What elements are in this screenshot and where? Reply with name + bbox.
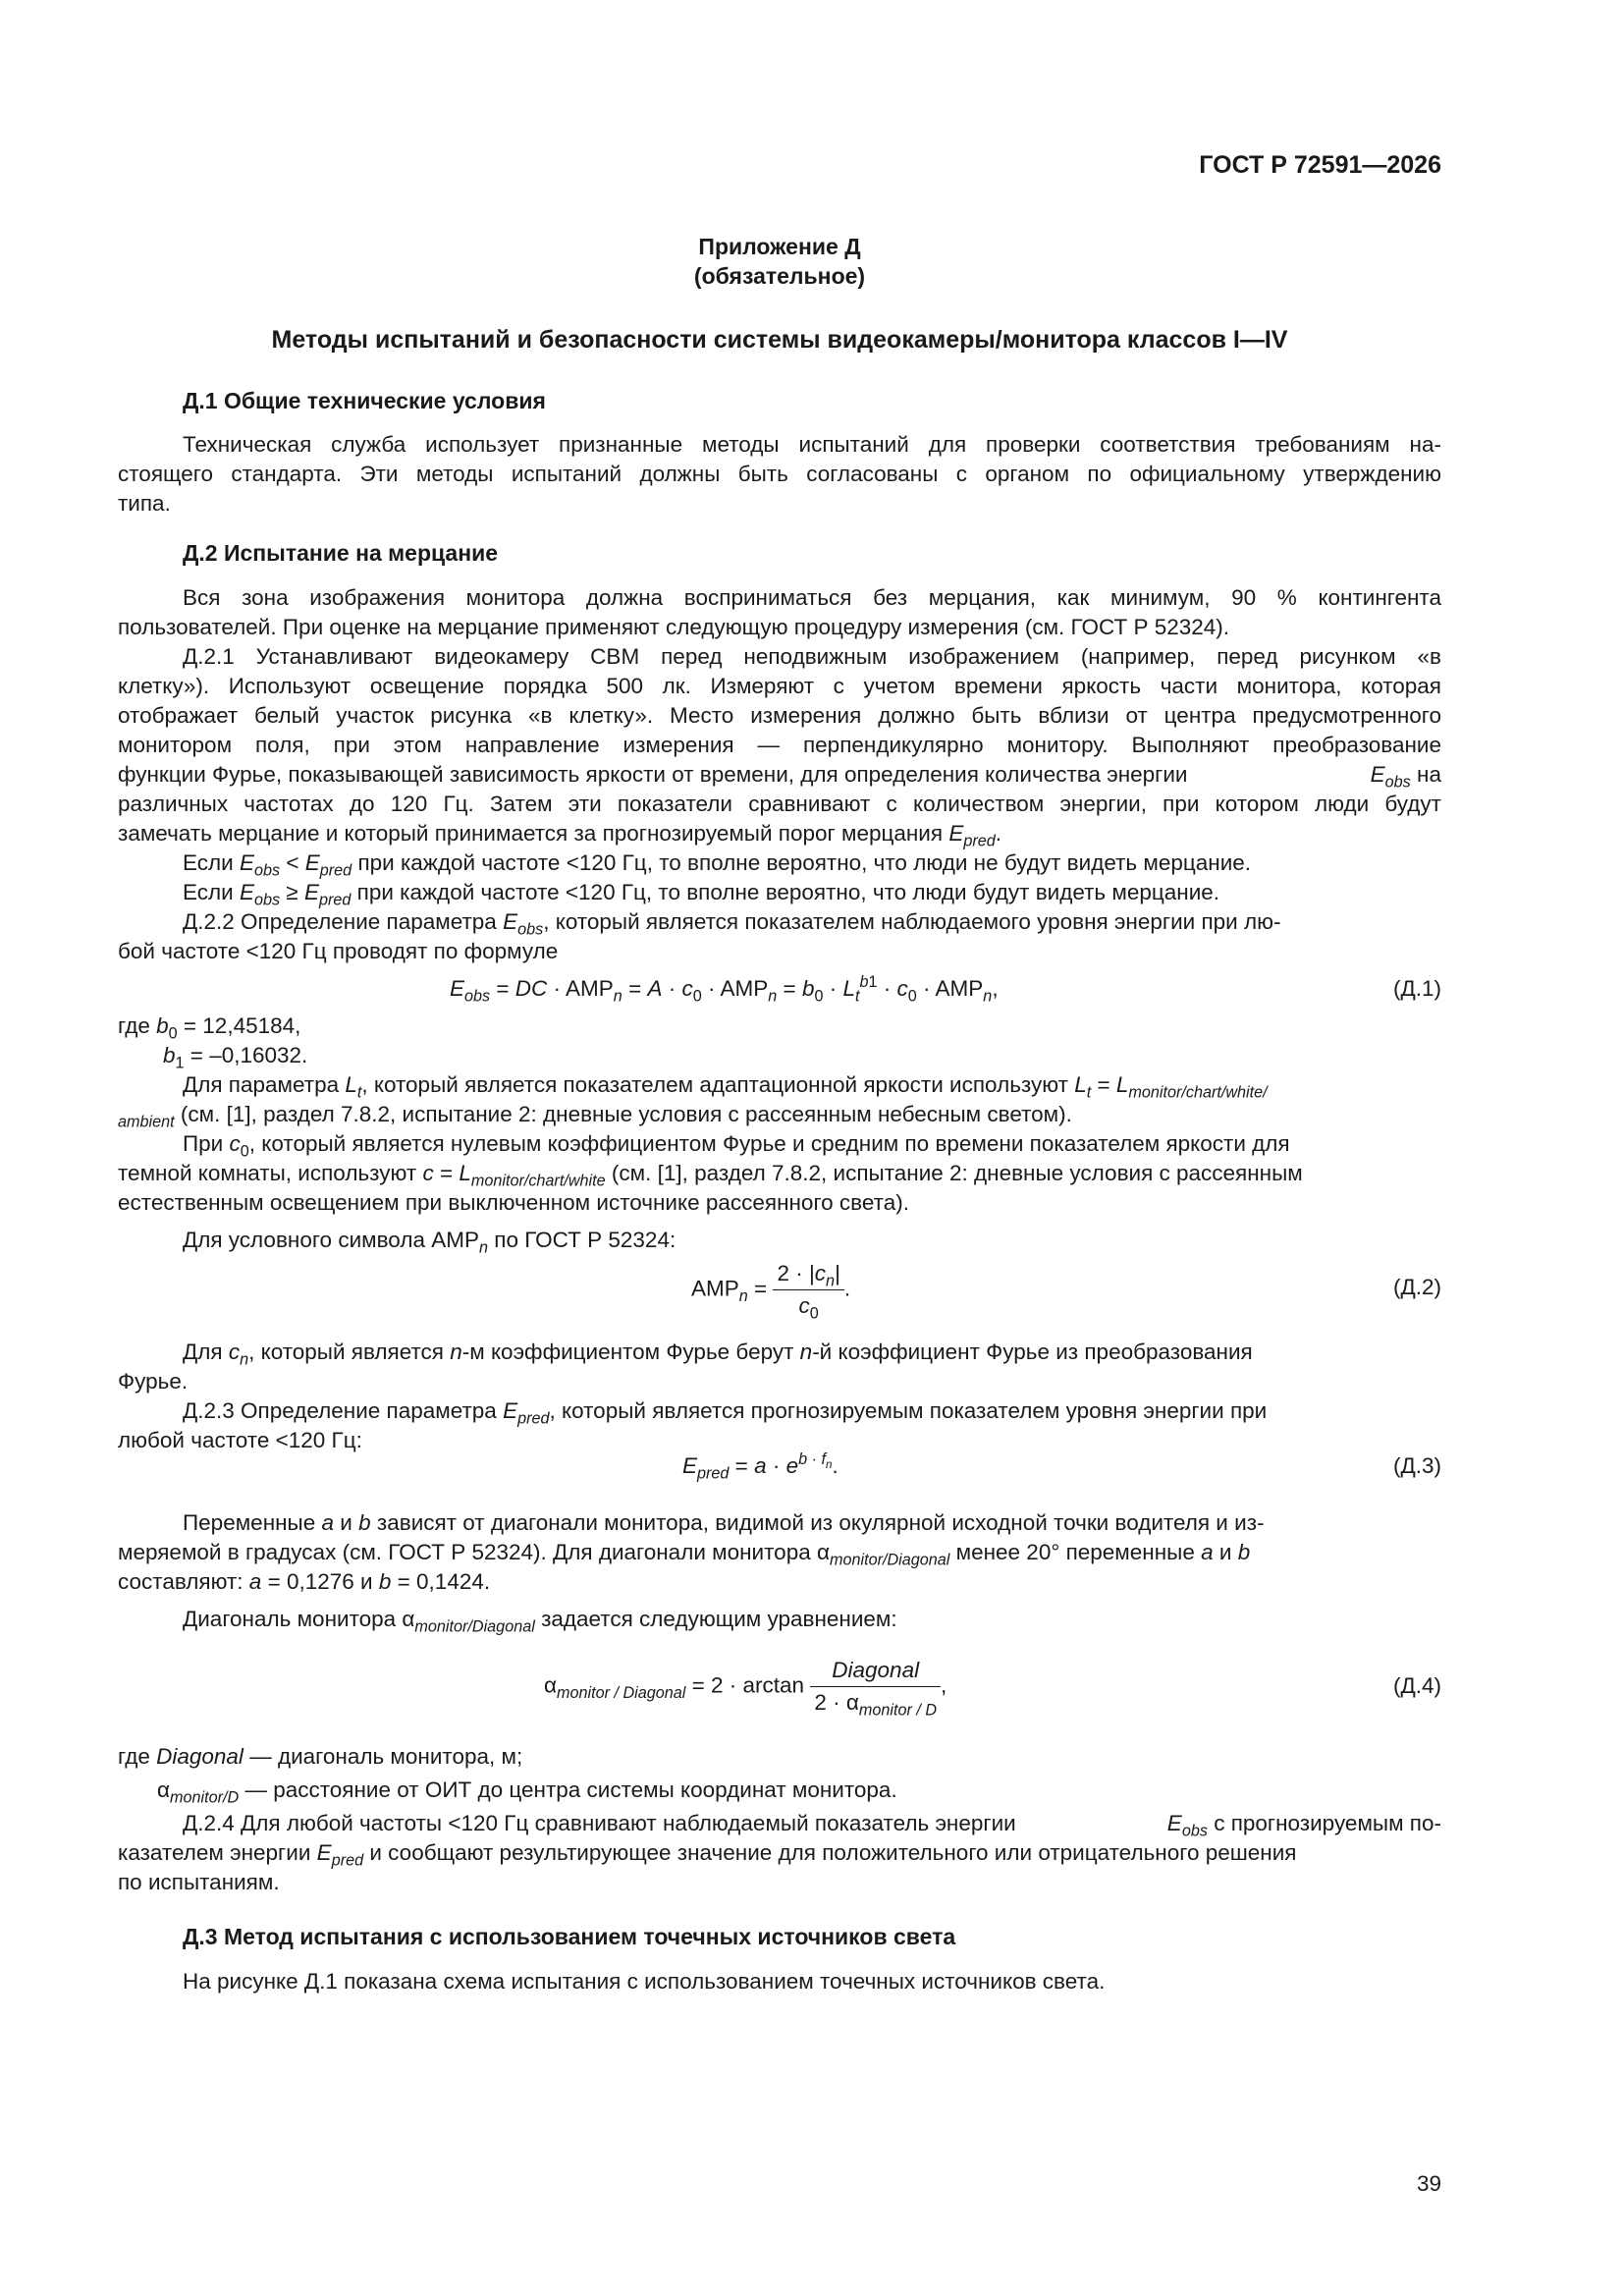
paragraph-d21: Д.2.1 Устанавливают видеокамеру СВМ перед неподвижным изображением (например, перед рисунком «в клетку»). Используют освещение порядка 500 лк. Измеряют с учетом времени яркость части монитора, которая отображает белый участок рисунка «в клетку». Место измерения должно быть вблизи от центра предусмотренного монитором поля, при этом направление измерения — перпендикулярно монитору. Выполняют преобразование: [118, 644, 1441, 757]
paragraph-ab-line1: Переменные a и b зависят от диагонали монитора, видимой из окулярной исходной точки водителя и из-: [183, 1510, 1265, 1535]
where-diagonal: где Diagonal — диагональ монитора, м;: [118, 1744, 523, 1769]
paragraph-cn-line2: Фурье.: [118, 1369, 189, 1394]
where-b0: где $b_0 = 12,45184$,: [118, 1013, 301, 1043]
appendix-title: Методы испытаний и безопасности системы видеокамеры/монитора классов I—IV: [271, 326, 1288, 354]
paragraph-lt-line1: Для параметра $L_t$, который является показателем адаптационной яркости используют $L_t = L_{monitor/chart/white/}$: [183, 1072, 1268, 1102]
equation-number-d4: (Д.4): [1393, 1673, 1441, 1698]
where-alpha-monitor-d: $\alpha_{monitor/D}$ — расстояние от ОИТ до центра системы координат монитора.: [157, 1777, 897, 1807]
equation-number-d3: (Д.3): [1393, 1453, 1441, 1478]
paragraph-c0-line1: При $c_0$, который является нулевым коэффициентом Фурье и средним по времени показателем яркости для: [183, 1131, 1290, 1161]
paragraph-d3: На рисунке Д.1 показана схема испытания с использованием точечных источников света.: [183, 1969, 1106, 1994]
document-header-id: ГОСТ Р 72591—2026: [1199, 151, 1441, 179]
section-heading-d2: Д.2 Испытание на мерцание: [183, 540, 499, 566]
section-heading-d1: Д.1 Общие технические условия: [183, 388, 546, 413]
paragraph-d21-line5: функции Фурье, показывающей зависимость яркости от времени, для определения количества энергии $E_{obs}$ на: [118, 762, 1441, 792]
paragraph-diagonal: Диагональ монитора $\alpha_{monitor/Diagonal}$ задается следующим уравнением:: [183, 1607, 897, 1636]
paragraph-d22-line1: Д.2.2 Определение параметра $E_{obs}$, который является показателем наблюдаемого уровня энергии при лю-: [183, 909, 1281, 939]
paragraph-d23-line1: Д.2.3 Определение параметра $E_{pred}$, который является прогнозируемым показателем уровня энергии при: [183, 1398, 1268, 1428]
paragraph-d24-line1: Д.2.4 Для любой частоты <120 Гц сравнивают наблюдаемый показатель энергии $E_{obs}$ с прогнозируемым по-: [183, 1811, 1441, 1840]
paragraph-cn-line1: Для $c_n$, который является n-м коэффициентом Фурье берут n-й коэффициент Фурье из преобразования: [183, 1339, 1253, 1369]
page-number: 39: [1416, 2171, 1441, 2196]
paragraph-d2-intro: Вся зона изображения монитора должна восприниматься без мерцания, как минимум, 90 % контингента пользователей. При оценке на мерцание применяют следующую процедуру измерения (см. ГОСТ Р 52324).: [118, 585, 1441, 639]
paragraph-d24-line2: казателем энергии $E_{pred}$ и сообщают результирующее значение для положительного или отрицательного решения: [118, 1840, 1297, 1870]
paragraph-d22-line2: бой частоте <120 Гц проводят по формуле: [118, 939, 559, 963]
equation-d2: $AMP_n$ = $\frac{2 \cdot |c_n|}{c_0}$ .: [691, 1261, 851, 1323]
condition-no-flicker: Если $E_{obs} < E_{pred}$ при каждой частоте <120 Гц, то вполне вероятно, что люди не будут видеть мерцание.: [183, 850, 1252, 880]
equation-number-d1: (Д.1): [1393, 976, 1441, 1001]
appendix-status: (обязательное): [693, 263, 866, 289]
paragraph-d21-line6: различных частотах до 120 Гц. Затем эти показатели сравнивают с количеством энергии, при котором люди будут: [118, 792, 1441, 816]
appendix-label: Приложение Д: [698, 234, 861, 259]
section-heading-d3: Д.3 Метод испытания с использованием точечных источников света: [183, 1924, 956, 1949]
paragraph-d24-line3: по испытаниям.: [118, 1870, 280, 1894]
paragraph-d1: Техническая служба использует признанные методы испытаний для проверки соответствия требованиям на- стоящего стандарта. Эти методы испытаний должны быть согласованы с органом по официальному утверждению типа.: [118, 432, 1441, 516]
paragraph-ab-line2: меряемой в градусах (см. ГОСТ Р 52324). Для диагонали монитора $\alpha_{monitor/Diagonal}$ менее 20° переменные a и b: [118, 1540, 1251, 1569]
paragraph-d21-line7: замечать мерцание и который принимается за прогнозируемый порог мерцания $E_{pred}$.: [118, 821, 1002, 850]
paragraph-d23-line2: любой частоте <120 Гц:: [118, 1428, 362, 1452]
equation-d3: $E_{pred} = a \cdot e^{b \cdot f_n}$.: [682, 1450, 839, 1483]
paragraph-c0-line2: темной комнаты, используют $c = L_{monitor/chart/white}$ (см. [1], раздел 7.8.2, испытание 2: дневные условия с рассеянным: [118, 1161, 1303, 1190]
paragraph-lt-line2: $_{ambient}$ (см. [1], раздел 7.8.2, испытание 2: дневные условия с рассеянным небесным светом).: [118, 1102, 1072, 1131]
condition-flicker: Если $E_{obs} \ge E_{pred}$ при каждой частоте <120 Гц, то вполне вероятно, что люди будут видеть мерцание.: [183, 880, 1220, 909]
equation-d4: $\alpha_{monitor / Diagonal} = 2 \cdot \arctan$ $\frac{\text{Diagonal}}{2 \cdot \alpha_{monitor / D}}$ ,: [544, 1658, 947, 1720]
equation-d1: $E_{obs}$ = DC · $AMP_n = A \cdot c_0 \cdot AMP_n = b_0 \cdot L_t^{b1} \cdot c_0 \cdot AMP_n$,: [450, 973, 999, 1006]
equation-number-d2: (Д.2): [1393, 1275, 1441, 1299]
paragraph-c0-line3: естественным освещением при выключенном источнике рассеянного света).: [118, 1190, 909, 1215]
paragraph-ab-line3: составляют: a = 0,1276 и b = 0,1424.: [118, 1569, 491, 1594]
paragraph-amp: Для условного символа $AMP_n$ по ГОСТ Р 52324:: [183, 1228, 676, 1257]
where-b1: $b_1 = -0,16032$.: [163, 1043, 308, 1072]
